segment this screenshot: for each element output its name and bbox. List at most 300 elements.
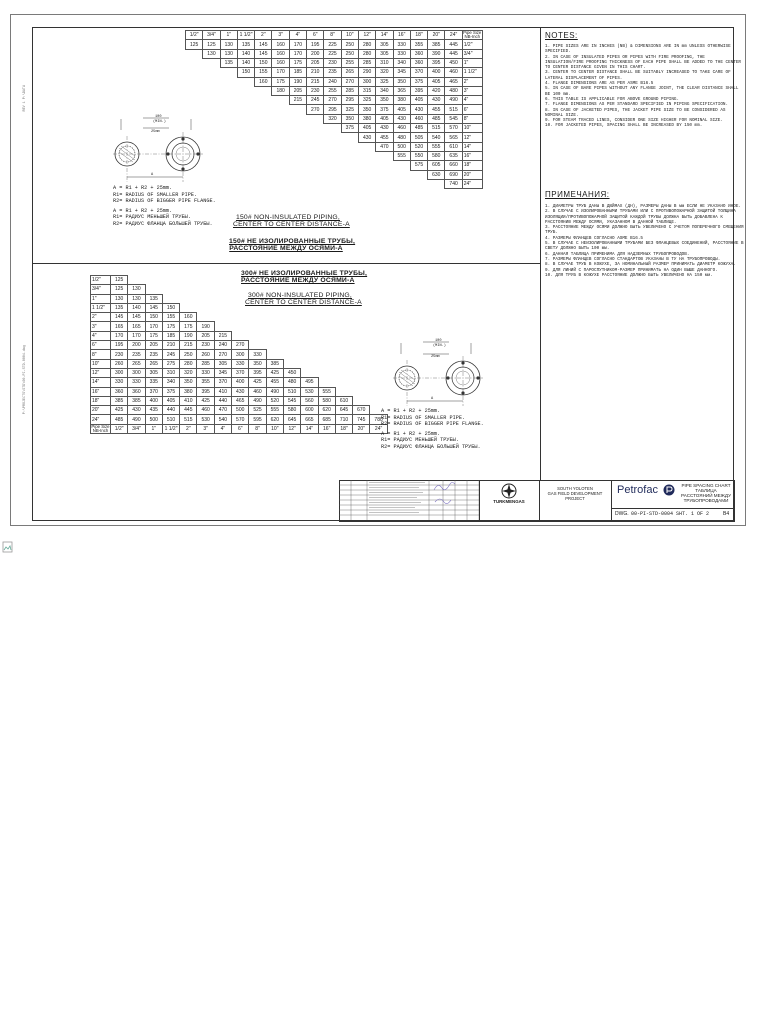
t300-cell: 425 [249, 378, 266, 387]
t150-cell: 345 [393, 68, 410, 77]
t300-cell: 560 [301, 396, 318, 405]
t300-cell: 135 [145, 294, 162, 303]
t150-cell: 270 [307, 105, 324, 114]
t150-row-label: 6" [462, 105, 482, 114]
t300-cell: 280 [180, 359, 197, 368]
t150-cell: 380 [358, 114, 375, 123]
t300-cell: 145 [145, 303, 162, 312]
t150-cell: 365 [393, 86, 410, 95]
t300-cell: 335 [145, 378, 162, 387]
t150-cell: 330 [393, 40, 410, 49]
t300-col-header: 3/4" [128, 424, 145, 433]
t150-cell: 315 [358, 86, 375, 95]
t300-cell: 395 [197, 387, 214, 396]
t300-cell: 485 [111, 415, 128, 424]
t150-col-header: 3" [272, 31, 289, 40]
t300-cell: 175 [180, 322, 197, 331]
t300-cell: 205 [145, 341, 162, 350]
t300-cell: 165 [128, 322, 145, 331]
t150-cell: 205 [307, 59, 324, 68]
drawing-number: 00-PI-STD-0004 SHT. 1 OF 2 [631, 511, 710, 517]
title-150-en: 150# NON-INSULATED PIPING, CENTER TO CENTER DISTANCE-A [233, 214, 350, 228]
t150-cell: 430 [358, 133, 375, 142]
t150-cell: 350 [341, 114, 358, 123]
t300-cell: 150 [145, 313, 162, 322]
t300-cell: 215 [214, 331, 231, 340]
client-name: TURKMENGAS [493, 499, 525, 504]
note-item: 5. В СЛУЧАЕ С НЕИЗОЛИРОВАННЫМИ ТРУБАМИ БЕЗ ФЛАНЦЕВЫХ СОЕДИНЕНИЙ, РАССТОЯНИЕ В СВЕТУ ДОЛЖНО БЫТЬ 100 мм. [545, 241, 744, 252]
dwg-label: DWG. [615, 511, 629, 517]
t300-cell: 135 [111, 303, 128, 312]
t150-cell: 300 [358, 77, 375, 86]
section-divider [33, 263, 540, 264]
t150-row-label: 8" [462, 114, 482, 123]
project-name: SOUTH YOLOTEN GAS FIELD DEVELOPMENT PROJECT [547, 486, 603, 501]
t300-cell: 580 [318, 396, 335, 405]
t150-cell: 255 [341, 59, 358, 68]
t150-cell: 500 [393, 142, 410, 151]
t150-col-header: 1" [220, 31, 237, 40]
t150-cell: 490 [445, 96, 462, 105]
t300-cell: 380 [180, 387, 197, 396]
t150-row-label: 1 1/2" [462, 68, 482, 77]
note-item: 9. FOR STEAM TRACED LINES, CONSIDER ONE SIZE HIGHER FOR NOMINAL SIZE. [545, 118, 723, 124]
t150-row-label: 14" [462, 142, 482, 151]
t150-cell: 375 [341, 124, 358, 133]
t300-col-header: 1 1/2" [162, 424, 179, 433]
t150-cell: 200 [307, 49, 324, 58]
t300-cell: 440 [162, 406, 179, 415]
t150-cell: 355 [410, 40, 427, 49]
t300-cell: 175 [145, 331, 162, 340]
t300-cell: 410 [214, 387, 231, 396]
note-item: 8. В СЛУЧАЕ ТРУБ В КОЖУХЕ, ЗА НОМИНАЛЬНЫЙ РАЗМЕР ПРИНИМАТЬ ДИАМЕТР КОЖУХА. [545, 262, 736, 268]
note-item: 4. РАЗМЕРЫ ФЛАНЦЕВ СОГЛАСНО ASME B16.5 [545, 235, 643, 241]
t300-cell: 245 [162, 350, 179, 359]
t150-row-label: 4" [462, 96, 482, 105]
t300-cell: 305 [145, 368, 162, 377]
t300-cell: 540 [214, 415, 231, 424]
t150-cell: 340 [376, 86, 393, 95]
t300-cell: 320 [180, 368, 197, 377]
t150-cell: 225 [324, 40, 341, 49]
t300-cell: 360 [128, 387, 145, 396]
t150-col-header: 12" [358, 31, 375, 40]
note-item: 8. IN CASE OF JACKETED PIPES, THE JACKET PIPE SIZE TO BE CONSIDERED AS NOMINAL SIZE. [545, 107, 726, 118]
t300-cell: 545 [283, 396, 300, 405]
note-item: 7. FLANGE DIMENSIONS AS PER STANDARD SPECIFIED IN PIPING SPECIFICATION. [545, 102, 729, 108]
t300-cell: 370 [214, 378, 231, 387]
t300-row-label: 4" [91, 331, 111, 340]
t150-cell: 230 [307, 86, 324, 95]
t150-cell: 635 [445, 151, 462, 160]
t150-col-header: 20" [428, 31, 445, 40]
t150-cell: 330 [393, 49, 410, 58]
t300-row-label: 3/4" [91, 285, 111, 294]
t150-cell: 325 [358, 96, 375, 105]
t300-cell: 685 [318, 415, 335, 424]
t300-cell: 400 [232, 378, 249, 387]
t300-row-label: 20" [91, 406, 111, 415]
t300-cell: 580 [283, 406, 300, 415]
t300-cell: 745 [353, 415, 370, 424]
t150-cell: 370 [410, 68, 427, 77]
t150-cell: 545 [445, 114, 462, 123]
title-150-ru: 150# НЕ ИЗОЛИРОВАННЫЕ ТРУБЫ, РАССТОЯНИЕ МЕЖДУ ОСЯМИ-А [229, 238, 356, 252]
t150-cell: 180 [272, 86, 289, 95]
t300-row-label: 14" [91, 378, 111, 387]
t300-cell: 440 [214, 396, 231, 405]
t150-cell: 135 [220, 59, 237, 68]
t300-cell: 780 [370, 415, 387, 424]
revision-code: B4 [723, 511, 730, 517]
petrofac-logo-icon [663, 484, 675, 496]
t300-cell: 330 [249, 350, 266, 359]
t150-row-label: 10" [462, 124, 482, 133]
t150-col-header: 1/2" [186, 31, 203, 40]
t300-row-label: 1" [91, 294, 111, 303]
t300-cell: 310 [162, 368, 179, 377]
t150-cell: 145 [255, 40, 272, 49]
t150-cell: 690 [445, 170, 462, 179]
t150-cell: 455 [376, 133, 393, 142]
t300-cell: 270 [232, 341, 249, 350]
t300-cell: 130 [111, 294, 128, 303]
note-item: 5. IN CASE OF BARE PIPES WITHOUT ANY FLANGE JOINT, THE CLEAR DISTANCE SHALL BE 100 mm. [545, 86, 739, 97]
t150-cell: 230 [324, 59, 341, 68]
t300-row-label: 10" [91, 359, 111, 368]
tb-sep-4 [611, 508, 733, 509]
t150-cell: 175 [272, 77, 289, 86]
t150-cell: 215 [289, 96, 306, 105]
t150-cell: 430 [428, 96, 445, 105]
t150-col-header: 14" [376, 31, 393, 40]
t300-cell: 385 [111, 396, 128, 405]
t150-cell: 255 [324, 86, 341, 95]
t300-cell: 240 [214, 341, 231, 350]
t300-row-label: 8" [91, 350, 111, 359]
t300-row-label: 24" [91, 415, 111, 424]
t300-cell: 340 [162, 378, 179, 387]
t300-cell: 385 [128, 396, 145, 405]
t150-cell: 325 [376, 77, 393, 86]
t150-cell: 555 [393, 151, 410, 160]
t300-cell: 260 [111, 359, 128, 368]
t300-col-header: 16" [318, 424, 335, 433]
t300-cell: 425 [266, 368, 283, 377]
t300-cell: 435 [145, 406, 162, 415]
t150-cell: 405 [393, 105, 410, 114]
formula-300: A = R1 + R2 + 25mm. R1= RADIUS OF SMALLER PIPE. R2= RADIUS OF BIGGER PIPE FLANGE. A = R1 + R2 + 25mm. R1= РАДИУС МЕНЬШЕЙ ТРУБЫ. R2= РАДИУС ФЛАНЦА БОЛЬШЕЙ ТРУБЫ. [381, 408, 484, 450]
t150-cell: 740 [445, 179, 462, 188]
t300-cell: 195 [111, 341, 128, 350]
t150-col-header: 3/4" [203, 31, 220, 40]
t300-cell: 330 [128, 378, 145, 387]
t300-cell: 285 [197, 359, 214, 368]
t150-cell: 405 [358, 124, 375, 133]
t150-cell: 250 [341, 49, 358, 58]
t150-cell: 430 [410, 105, 427, 114]
dim-100-150: 100 [155, 115, 162, 119]
note-item: 2. В СЛУЧАЕ С ИЗОЛИРОВАННЫМИ ТРУБАМИ ИЛИ С ПРОТИВОПОЖАРНОЙ ЗАЩИТОЙ ТОЛЩИНА ИЗОЛЯЦИИ/ПРОТИВОПОЖАРНОЙ ЗАЩИТОЙ КАЖДОЙ ТРУБЫ ДОЛЖНА БЫТЬ ДОБАВЛЕНА К РАССТОЯНИЮ МЕЖДУ ОСЯМИ, УКАЗАННОМ В ДАННОЙ ТАБЛИЦЕ. [545, 209, 736, 225]
flange-diagram-150 [103, 114, 213, 184]
t150-cell: 140 [237, 59, 254, 68]
t150-col-header: 16" [393, 31, 410, 40]
note-item: 1. PIPE SIZES ARE IN INCHES (NB) & DIMENSIONS ARE IN mm UNLESS OTHERWISE SPECIFIED. [545, 44, 731, 55]
note-item: 1. ДИАМЕТРЫ ТРУБ ДАНЫ В ДЮЙМАХ (ДН), РАЗМЕРЫ ДАНЫ В мм ЕСЛИ НЕ УКАЗАНО ИНОЕ. [545, 204, 741, 209]
t150-cell: 320 [376, 68, 393, 77]
t150-col-header: 4" [289, 31, 306, 40]
t300-cell: 355 [197, 378, 214, 387]
t300-cell: 450 [283, 368, 300, 377]
t300-cell: 275 [162, 359, 179, 368]
drawing-frame [32, 27, 744, 521]
t150-cell: 160 [255, 77, 272, 86]
t300-cell: 190 [180, 331, 197, 340]
note-item: 4. FLANGE DIMENSIONS ARE AS PER ASME B16.5 [545, 81, 654, 87]
t150-cell: 160 [272, 59, 289, 68]
t300-cell: 330 [111, 378, 128, 387]
t150-cell: 605 [428, 161, 445, 170]
t300-cell: 610 [335, 396, 352, 405]
tb-sep-3 [611, 480, 612, 520]
drawing-title: PIPE SPACING CHART ТАБЛИЦА РАССТОЯНИЙ МЕЖДУ ТРУБОПРОВОДАМИ [680, 483, 731, 503]
t300-cell: 175 [162, 322, 179, 331]
t300-cell: 345 [214, 368, 231, 377]
t300-cell: 490 [266, 387, 283, 396]
t150-cell: 575 [410, 161, 427, 170]
t300-col-header: 4" [214, 424, 231, 433]
t150-cell: 445 [445, 40, 462, 49]
t300-cell: 460 [249, 387, 266, 396]
t300-cell: 300 [111, 368, 128, 377]
note-item: 2. IN CASE OF INSULATED PIPES OR PIPES WITH FIRE PROOFING, THE INSULATION/FIRE PROOFING THICKNESS OF EACH PIPE SHALL BE ADDED TO THE CENTER TO CENTER DISTANCE GIVEN IN THIS CHART. [545, 54, 741, 71]
t150-cell: 285 [341, 86, 358, 95]
t300-cell: 395 [249, 368, 266, 377]
t300-cell: 160 [180, 313, 197, 322]
t300-col-header: 14" [301, 424, 318, 433]
t300-cell: 620 [318, 406, 335, 415]
t150-cell: 265 [341, 68, 358, 77]
t150-row-label: 2" [462, 77, 482, 86]
t150-cell: 580 [428, 151, 445, 160]
t300-cell: 330 [232, 359, 249, 368]
note-item: 9. ДЛЯ ЛИНИЙ С ПАРОСПУТНИКОМ-РАЗМЕР ПРИНИМАТЬ НА ОДИН ВЫШЕ ДАННОГО. [545, 267, 718, 273]
t150-cell: 610 [445, 142, 462, 151]
note-item: 7. РАЗМЕРЫ ФЛАНЦЕВ СОГЛАСНО СТАНДАРТОВ УКАЗАНЫ В ТУ НА ТРУБОПРОВОДЫ. [545, 256, 721, 262]
t150-cell: 155 [255, 68, 272, 77]
t150-cell: 515 [428, 124, 445, 133]
t300-cell: 515 [180, 415, 197, 424]
t150-corner-label: Pipe Size NB-Inch [463, 30, 482, 40]
t150-cell: 350 [358, 105, 375, 114]
t150-cell: 480 [393, 133, 410, 142]
t300-cell: 460 [197, 406, 214, 415]
t300-cell: 600 [301, 406, 318, 415]
t300-col-header: 3" [197, 424, 214, 433]
t300-col-header: 10" [266, 424, 283, 433]
t150-cell: 360 [410, 49, 427, 58]
t300-cell: 205 [197, 331, 214, 340]
table-150-spacing [185, 30, 483, 189]
t150-cell: 465 [445, 77, 462, 86]
t150-cell: 420 [428, 86, 445, 95]
t300-cell: 145 [128, 313, 145, 322]
t150-cell: 285 [358, 59, 375, 68]
t300-col-header: 6" [232, 424, 249, 433]
broken-image-icon [2, 541, 14, 553]
t300-cell: 595 [249, 415, 266, 424]
t300-cell: 555 [266, 406, 283, 415]
t300-cell: 490 [249, 396, 266, 405]
t150-cell: 515 [445, 105, 462, 114]
dim-a-300: A [431, 397, 434, 401]
t300-cell: 350 [180, 378, 197, 387]
t150-cell: 550 [410, 151, 427, 160]
t300-cell: 165 [111, 322, 128, 331]
t150-cell: 405 [410, 96, 427, 105]
t300-row-label: 3" [91, 322, 111, 331]
t300-cell: 530 [301, 387, 318, 396]
t300-cell: 375 [162, 387, 179, 396]
t300-cell: 405 [162, 396, 179, 405]
t150-cell: 395 [410, 86, 427, 95]
margin-text-bottom: P:\PROJECTS\STD\00-PI-STD-0004.dwg [23, 345, 27, 415]
t150-cell: 570 [445, 124, 462, 133]
t300-cell: 360 [111, 387, 128, 396]
t150-col-header: 1 1/2" [237, 31, 254, 40]
t150-row-label: 18" [462, 161, 482, 170]
note-item: 10. FOR JACKETED PIPES, SPACING SHALL BE INCREASED BY 150 mm. [545, 123, 703, 129]
t300-cell: 350 [249, 359, 266, 368]
t150-cell: 295 [341, 96, 358, 105]
t300-cell: 170 [128, 331, 145, 340]
notes-heading: NOTES: [545, 31, 578, 40]
t150-cell: 225 [324, 49, 341, 58]
t300-cell: 260 [197, 350, 214, 359]
t150-cell: 295 [324, 105, 341, 114]
t150-cell: 385 [428, 40, 445, 49]
t300-cell: 495 [301, 378, 318, 387]
t150-cell: 145 [255, 49, 272, 58]
t150-cell: 210 [307, 68, 324, 77]
t300-cell: 480 [283, 378, 300, 387]
t150-cell: 245 [307, 96, 324, 105]
dim-min-300: (MIN.) [433, 344, 446, 348]
t150-cell: 460 [393, 124, 410, 133]
t150-cell: 540 [428, 133, 445, 142]
t300-col-header: 1/2" [111, 424, 128, 433]
t300-cell: 425 [111, 406, 128, 415]
t300-cell: 200 [128, 341, 145, 350]
t300-col-header: 1" [145, 424, 162, 433]
t150-cell: 250 [341, 40, 358, 49]
t150-cell: 375 [410, 77, 427, 86]
t150-cell: 130 [203, 49, 220, 58]
t300-cell: 665 [301, 415, 318, 424]
t150-cell: 520 [410, 142, 427, 151]
t300-row-label: 12" [91, 368, 111, 377]
t150-cell: 270 [324, 96, 341, 105]
flange-diagram-300 [383, 338, 493, 408]
t300-cell: 155 [162, 313, 179, 322]
formula-150: A = R1 + R2 + 25mm. R1= RADIUS OF SMALLER PIPE. R2= RADIUS OF BIGGER PIPE FLANGE. A = R1 + R2 + 25mm. R1= РАДИУС МЕНЬШЕЙ ТРУБЫ. R2= РАДИУС ФЛАНЦА БОЛЬШЕЙ ТРУБЫ. [113, 185, 216, 227]
t300-cell: 230 [111, 350, 128, 359]
t150-cell: 375 [376, 105, 393, 114]
t150-cell: 400 [428, 68, 445, 77]
t150-row-label: 3" [462, 86, 482, 95]
notes-ru-heading: ПРИМЕЧАНИЯ: [545, 190, 610, 199]
t150-cell: 305 [376, 49, 393, 58]
t300-cell: 185 [162, 331, 179, 340]
dim-100-300: 100 [435, 339, 442, 343]
t300-cell: 490 [128, 415, 145, 424]
note-item: 10. ДЛЯ ТРУБ В КОЖУХЕ РАССТОЯНИЕ ДОЛЖНО БЫТЬ УВЕЛИЧЕНО НА 150 мм. [545, 272, 713, 278]
t150-cell: 140 [237, 49, 254, 58]
notes-divider [540, 28, 541, 480]
t150-cell: 405 [376, 114, 393, 123]
t150-cell: 310 [376, 59, 393, 68]
t150-cell: 320 [324, 114, 341, 123]
t150-cell: 380 [393, 96, 410, 105]
t300-cell: 130 [128, 285, 145, 294]
notes-list [545, 44, 745, 129]
t300-cell: 570 [232, 415, 249, 424]
t150-cell: 150 [237, 68, 254, 77]
t150-cell: 175 [289, 59, 306, 68]
t300-cell: 370 [145, 387, 162, 396]
t150-cell: 160 [272, 40, 289, 49]
t300-col-header: 8" [249, 424, 266, 433]
t300-cell: 645 [283, 415, 300, 424]
t300-row-label: 6" [91, 341, 111, 350]
t150-cell: 480 [445, 86, 462, 95]
t300-row-label: 16" [91, 387, 111, 396]
note-item: 3. CENTER TO CENTER DISTANCE SHALL BE SUITABLY INCREASED TO TAKE CARE OF LATERAL DISPLACEMENT OF PIPES. [545, 70, 731, 81]
t150-col-header: 2" [255, 31, 272, 40]
dim-25mm-150: 25mm [151, 130, 160, 134]
t300-cell: 645 [335, 406, 352, 415]
t150-cell: 325 [341, 105, 358, 114]
t150-cell: 555 [428, 142, 445, 151]
t150-cell: 395 [428, 59, 445, 68]
t150-row-label: 16" [462, 151, 482, 160]
t150-cell: 280 [358, 40, 375, 49]
t150-cell: 190 [289, 77, 306, 86]
t150-row-label: 1" [462, 59, 482, 68]
t150-cell: 205 [289, 86, 306, 95]
t150-cell: 630 [428, 170, 445, 179]
t300-cell: 300 [128, 368, 145, 377]
t300-cell: 150 [162, 303, 179, 312]
dim-min-150: (MIN.) [153, 120, 166, 124]
t150-cell: 430 [376, 124, 393, 133]
note-item: 6. ДАННАЯ ТАБЛИЦА ПРИМЕНИМА ДЛЯ НАДЗЕМНЫХ ТРУБОПРОВОДОВ. [545, 251, 690, 257]
revision-table [339, 480, 479, 520]
t300-cell: 125 [111, 285, 128, 294]
t300-cell: 235 [145, 350, 162, 359]
t300-cell: 170 [111, 331, 128, 340]
t300-col-header: 18" [335, 424, 352, 433]
turkmengas-logo-icon [499, 482, 519, 500]
t300-cell: 410 [180, 396, 197, 405]
t300-cell: 510 [162, 415, 179, 424]
t300-corner-label: Pipe Size NB-Inch [91, 424, 110, 433]
t150-cell: 350 [393, 77, 410, 86]
t300-row-label: 1/2" [91, 276, 111, 285]
t300-cell: 670 [353, 406, 370, 415]
t150-row-label: 24" [462, 179, 482, 188]
